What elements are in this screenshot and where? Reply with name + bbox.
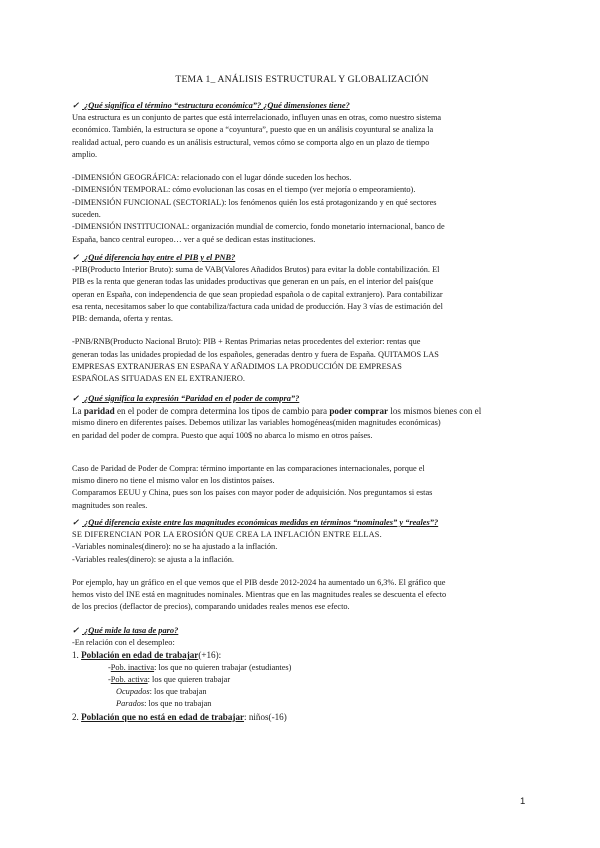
paragraph-line: esa renta, necesitamos saber lo que contabiliza/factura cada unidad de producción. Hay 3 vías de estimación del [72, 301, 443, 311]
paragraph-line: en paridad del poder de compra. Puesto que aquí 100$ no abarca lo mismo en otros países. [72, 430, 373, 440]
question-heading: ✓ ¿Qué mide la tasa de paro? [72, 626, 179, 635]
dimension-item: -DIMENSIÓN TEMPORAL: cómo evolucionan las cosas en el tiempo (ver mejoría o empeoramiento). [72, 185, 416, 195]
sub-list-item: -Pob. inactiva: los que no quieren trabajar (estudiantes) [108, 662, 292, 672]
check-icon: ✓ [72, 626, 80, 635]
paragraph-line: Una estructura es un conjunto de partes que está interrelacionado, influyen unas en otras, como nuestro sistema [72, 113, 442, 122]
check-icon: ✓ [72, 394, 80, 403]
paragraph-line: amplio. [72, 149, 98, 159]
section-estructura-economica [72, 100, 532, 246]
question-heading: ✓ ¿Qué diferencia existe entre las magnitudes económicas medidas en términos “nominales” y “reales”? [72, 518, 439, 527]
paragraph-line: mismo dinero en diferentes países. Debemos utilizar las variables homogéneas(miden magnitudes económicas) [72, 418, 441, 428]
section-nominales-reales [72, 517, 532, 614]
question-heading: ✓ ¿Qué significa la expresión “Paridad en el poder de compra”? [72, 394, 300, 403]
page-title: TEMA 1_ ANÁLISIS ESTRUCTURAL Y GLOBALIZACIÓN [175, 74, 429, 85]
list-item: 1. Población en edad de trabajar(+16): [72, 650, 222, 661]
paragraph-line: operan en España, con independencia de que sean propiedad española o de capital extranjero). Para contabilizar [72, 289, 443, 299]
check-icon: ✓ [72, 253, 80, 262]
paragraph-line: generan todas las unidades propiedad de los españoles, generadas dentro y fuera de España. QUITAMOS LAS [72, 349, 439, 359]
paragraph-line: económico. También, la estructura se opone a “coyuntura”, puesto que en un análisis coyuntural se analiza la [72, 125, 434, 135]
paragraph-line: PIB es la renta que generan todas las unidades productivas que generan en un país, en el interior del país(que [72, 277, 434, 287]
paragraph-line: -PNB/RNB(Producto Nacional Bruto): PIB + Rentas Primarias netas procedentes del exterior: rentas que [72, 337, 421, 347]
sub-list-item: Ocupados: los que trabajan [116, 687, 207, 697]
check-icon: ✓ [72, 518, 80, 527]
paragraph-line: Caso de Paridad de Poder de Compra: término importante en las comparaciones internacionales, porque el [72, 463, 425, 473]
paragraph-line: EMPRESAS EXTRANJERAS EN ESPAÑA Y AÑADIMOS LA PRODUCCIÓN DE EMPRESAS [72, 362, 402, 372]
dimension-item: España, banco central europeo… ver a qué se dedican estas instituciones. [72, 234, 316, 244]
paragraph-line: -Variables reales(dinero): se ajusta a la inflación. [72, 554, 234, 564]
question-heading: ✓ ¿Qué diferencia hay entre el PIB y el PNB? [72, 253, 236, 262]
section-tasa-paro [72, 625, 532, 723]
section-pib-pnb [72, 252, 532, 386]
paragraph-line: realidad actual, pero cuando es un análisis estructural, vemos cómo se comporta algo en un plazo de tiempo [72, 137, 430, 147]
paragraph-line: PIB: demanda, oferta y rentas. [72, 314, 173, 324]
paragraph-line: -Variables nominales(dinero): no se ha ajustado a la inflación. [72, 542, 278, 552]
paragraph-line: La paridad en el poder de compra determina los tipos de cambio para poder comprar los mismos bienes con el [72, 406, 482, 416]
sub-list-item: Parados: los que no trabajan [116, 699, 212, 709]
question-heading: ✓ ¿Qué significa el término “estructura económica”? ¿Qué dimensiones tiene? [72, 101, 350, 110]
dimension-item: -DIMENSIÓN INSTITUCIONAL: organización mundial de comercio, fondo monetario internacional, banco de [72, 222, 445, 232]
paragraph-line: hemos visto del INE está en magnitudes nominales. Mientras que en las magnitudes reales se descuenta el efecto [72, 590, 447, 600]
dimension-item: -DIMENSIÓN GEOGRÁFICA: relacionado con el lugar dónde suceden los hechos. [72, 173, 352, 183]
paragraph-line: SE DIFERENCIAN POR LA EROSIÓN QUE CREA LA INFLACIÓN ENTRE ELLAS. [72, 530, 382, 539]
dimension-item: -DIMENSIÓN FUNCIONAL (SECTORIAL): los fenómenos quién los está protagonizando y en qué sectores [72, 197, 437, 207]
paragraph-line: -PIB(Producto Interior Bruto): suma de VAB(Valores Añadidos Brutos) para evitar la doble contabilización. El [72, 265, 440, 274]
paragraph-line: Por ejemplo, hay un gráfico en el que vemos que el PIB desde 2012-2024 ha aumentado un 6,3%. El gráfico que [72, 577, 446, 587]
paragraph-line: Comparamos EEUU y China, pues son los países con mayor poder de adquisición. Nos preguntamos si estas [72, 488, 433, 498]
paragraph-line: de los precios (deflactor de precios), comparando unidades reales menos ese efecto. [72, 602, 350, 612]
check-icon: ✓ [72, 101, 80, 110]
paragraph-line: -En relación con el desempleo: [72, 638, 175, 647]
paragraph-line: mismo dinero no tiene el mismo valor en los distintos países. [72, 476, 275, 486]
paragraph-line: magnitudes son reales. [72, 500, 148, 510]
section-paridad-poder-compra [72, 393, 532, 512]
page-number: 1 [520, 796, 526, 807]
dimension-item: suceden. [72, 210, 101, 220]
list-item: 2. Población que no está en edad de trabajar: niños(-16) [72, 711, 287, 722]
sub-list-item: -Pob. activa: los que quieren trabajar [108, 674, 231, 684]
paragraph-line: ESPAÑOLAS SITUADAS EN EL EXTRANJERO. [72, 374, 245, 384]
